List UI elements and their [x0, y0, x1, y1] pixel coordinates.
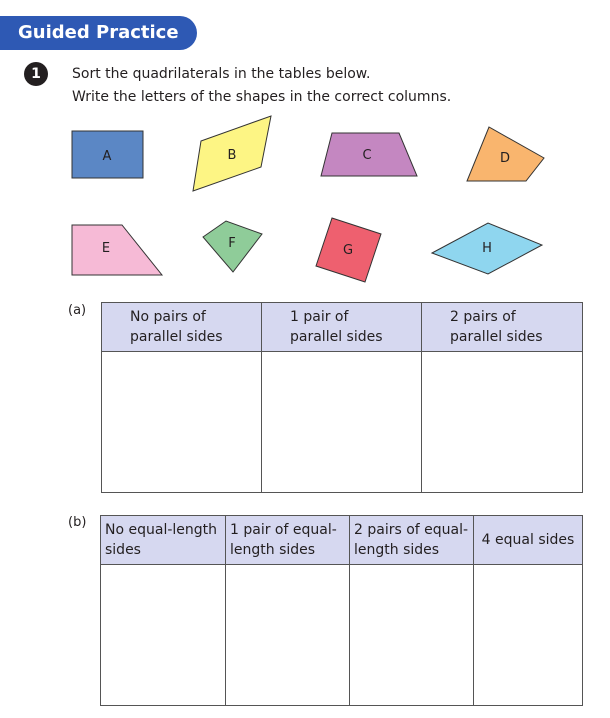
shape-b	[193, 116, 271, 191]
answer-cell-no-parallel[interactable]	[102, 352, 262, 493]
section-title: Guided Practice	[18, 22, 179, 43]
part-b-label: (b)	[68, 515, 87, 530]
header-four-equal: 4 equal sides	[474, 516, 583, 565]
header-one-pair-equal: 1 pair of equal- length sides	[226, 516, 350, 565]
shape-h	[432, 223, 542, 274]
shape-d-label: D	[499, 151, 511, 166]
header-two-parallel: 2 pairs of parallel sides	[422, 303, 583, 352]
part-a-label: (a)	[68, 303, 87, 318]
shape-d	[467, 127, 544, 181]
shape-e-label: E	[101, 241, 111, 256]
instruction-line-1: Sort the quadrilaterals in the tables below.	[72, 66, 371, 82]
header-two-pairs-equal: 2 pairs of equal- length sides	[350, 516, 474, 565]
shape-f	[203, 221, 262, 272]
shape-c-label: C	[362, 148, 372, 163]
shape-e-fill	[72, 225, 162, 275]
shape-h-label: H	[482, 241, 492, 256]
quadrilateral-shapes	[0, 0, 610, 290]
shape-g	[316, 218, 381, 282]
header-one-parallel: 1 pair of parallel sides	[262, 303, 422, 352]
shape-b-label: B	[227, 148, 237, 163]
shape-a-label: A	[102, 149, 112, 164]
answer-cell-two-parallel[interactable]	[422, 352, 583, 493]
shape-e	[72, 225, 162, 275]
instruction-line-2: Write the letters of the shapes in the correct columns.	[72, 89, 452, 105]
question-number: 1	[24, 62, 48, 86]
header-no-equal: No equal-length sides	[101, 516, 226, 565]
shape-a	[72, 131, 143, 178]
header-no-parallel: No pairs of parallel sides	[102, 303, 262, 352]
answer-cell-one-pair-equal[interactable]	[226, 565, 350, 706]
answer-cell-no-equal[interactable]	[101, 565, 226, 706]
answer-cell-two-pairs-equal[interactable]	[350, 565, 474, 706]
answer-cell-one-parallel[interactable]	[262, 352, 422, 493]
shape-f-label: F	[228, 236, 236, 251]
shape-g-label: G	[342, 243, 354, 258]
equal-sides-table	[100, 515, 583, 706]
shape-c	[321, 133, 417, 176]
parallel-sides-table	[101, 302, 583, 493]
answer-cell-four-equal[interactable]	[474, 565, 583, 706]
